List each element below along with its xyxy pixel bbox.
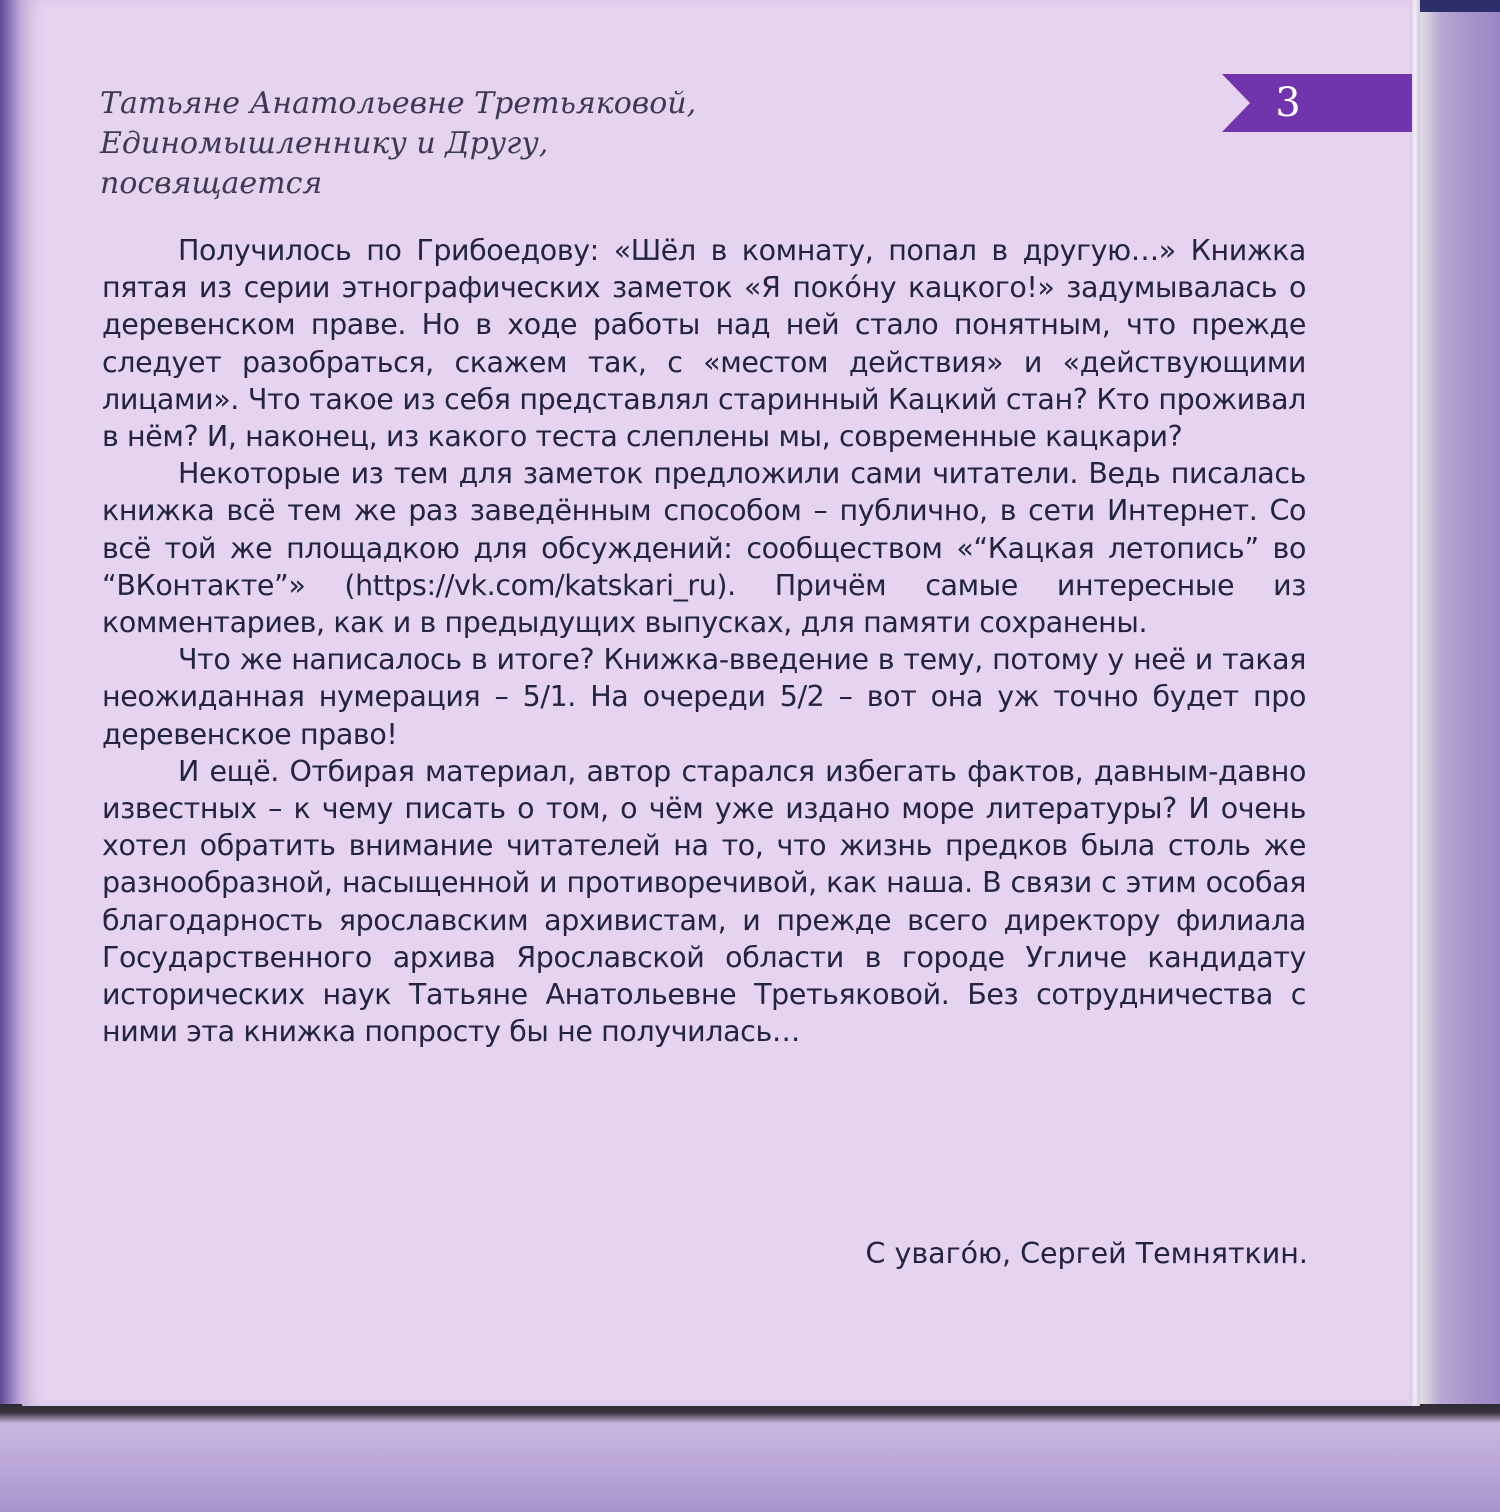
dedication-line: Единомышленнику и Другу,	[100, 126, 549, 161]
paragraph: И ещё. Отбирая материал, автор старался избегать фактов, давным-давно известных – к чему писать о том, о чём уже издано море литературы? И очень хотел обратить внимание читателей на то, что жизнь предков была столь же разнообразной, насыщенной и противоречивой, как наша. В связи с этим особая благодарность ярославским архивистам, и прежде всего директору филиала Государственного архива Ярославской области в городе Угличе кандидату исторических наук Татьяне Анатольевне Третьяковой. Без сотрудничества с ними эта книжка попросту бы не получилась…	[102, 754, 1306, 1049]
book-cover-bottom-edge	[0, 1404, 1500, 1512]
dedication-line: Татьяне Анатольевне Третьяковой,	[100, 86, 697, 121]
dedication-line: посвящается	[100, 166, 323, 201]
signature: С уваго́ю, Сергей Темняткин.	[865, 1237, 1308, 1270]
book-cover-right-edge	[1416, 0, 1500, 1512]
book-cover-top-corner	[1408, 0, 1500, 12]
dedication	[100, 84, 1000, 204]
paragraph: Некоторые из тем для заметок предложили сами читатели. Ведь писалась книжка всё тем же раз заведённым способом – публично, в сети Интернет. Со всё той же площадкою для обсуждений: сообществом «“Кацкая летопись” во “ВКонтакте”» (https://vk.com/katskari_ru). Причём самые интересные из комментариев, как и в предыдущих выпусках, для памяти сохранены.	[102, 457, 1306, 640]
body-text	[102, 232, 1306, 1050]
paragraph: Что же написалось в итоге? Книжка-введение в тему, потому у неё и такая неожиданная нумерация – 5/1. На очереди 5/2 – вот она уж точно будет про деревенское право!	[102, 643, 1306, 751]
paragraph: Получилось по Грибоедову: «Шёл в комнату, попал в другую…» Книжка пятая из серии этнографических заметок «Я поко́ну кацкого!» задумывалась о деревенском праве. Но в ходе работы над ней стало понятным, что прежде следует разобраться, скажем так, с «местом действия» и «действующими лицами». Что такое из себя представлял старинный Кацкий стан? Кто проживал в нём? И, наконец, из какого теста слеплены мы, современные кацкари?	[102, 234, 1306, 454]
page-edge	[1410, 0, 1420, 1406]
page-number: 3	[1275, 80, 1301, 126]
